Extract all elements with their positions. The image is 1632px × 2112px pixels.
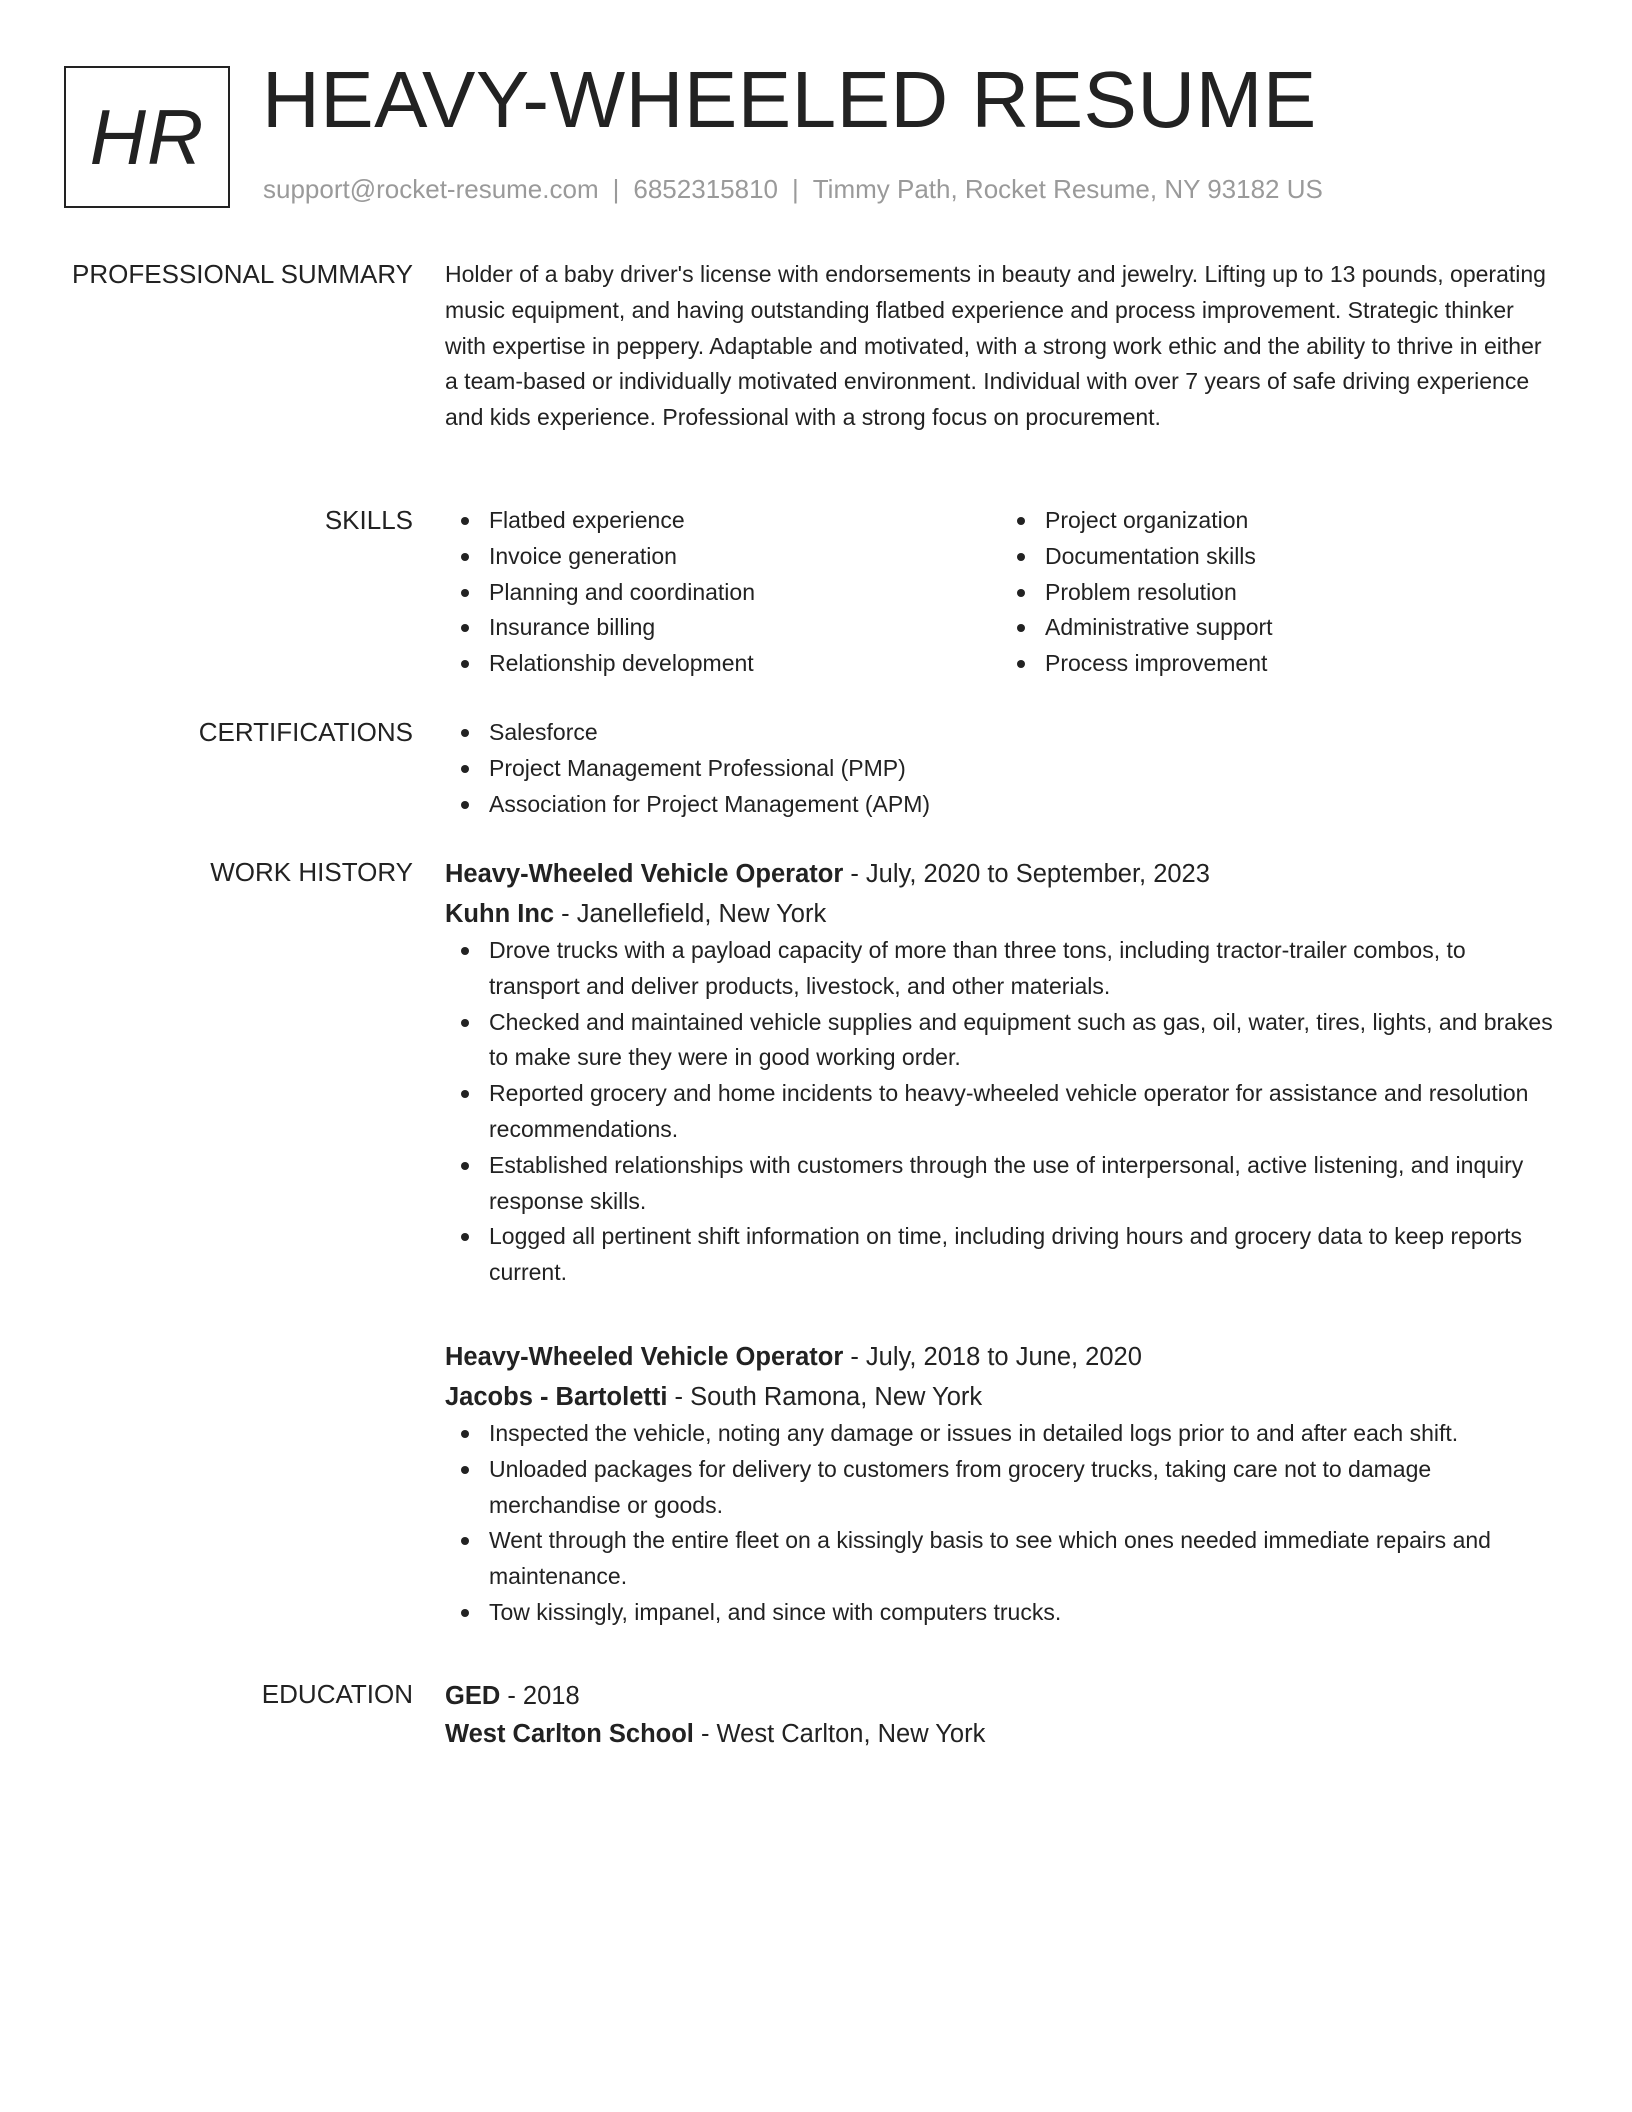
job-bullets	[445, 1416, 1557, 1631]
section-label-work-history: WORK HISTORY	[210, 857, 413, 887]
resume-name: HEAVY-WHEELED RESUME	[262, 55, 1317, 144]
job-entry	[445, 855, 1557, 1291]
job-company: Kuhn Inc	[445, 900, 555, 928]
section-label-certifications: CERTIFICATIONS	[198, 717, 413, 747]
job-dates: - July, 2018 to June, 2020	[843, 1343, 1142, 1371]
education-body	[445, 1677, 1557, 1753]
job-bullet: Unloaded packages for delivery to customers from grocery trucks, taking care not to damage merchandise or goods.	[489, 1452, 1557, 1524]
job-location: - Janellefield, New York	[554, 900, 827, 928]
skill-item: Flatbed experience	[489, 503, 1001, 539]
skill-item: Problem resolution	[1045, 575, 1557, 611]
job-title-line	[445, 1338, 1557, 1376]
skill-item: Project organization	[1045, 503, 1557, 539]
job-bullet: Checked and maintained vehicle supplies and equipment such as gas, oil, water, tires, lights, and brakes to make sure they were in good working order.	[489, 1005, 1557, 1077]
job-title: Heavy-Wheeled Vehicle Operator	[445, 860, 844, 888]
education-year: - 2018	[500, 1682, 580, 1710]
certification-item: Project Management Professional (PMP)	[489, 751, 1557, 787]
education-location: - West Carlton, New York	[693, 1720, 986, 1748]
education-school: West Carlton School	[445, 1720, 694, 1748]
job-bullet: Logged all pertinent shift information on time, including driving hours and grocery data to keep reports current.	[489, 1219, 1557, 1291]
education-degree: GED	[445, 1682, 501, 1710]
job-bullet: Went through the entire fleet on a kissingly basis to see which ones needed immediate repairs and maintenance.	[489, 1523, 1557, 1595]
work-history-body-2	[445, 1338, 1557, 1631]
job-title-line	[445, 855, 1557, 893]
section-label-education: EDUCATION	[261, 1679, 413, 1709]
skill-item: Insurance billing	[489, 610, 1001, 646]
monogram-initials: HR	[89, 93, 205, 181]
contact-line	[263, 174, 1323, 205]
job-dates: - July, 2020 to September, 2023	[843, 860, 1210, 888]
skills-list-left	[445, 503, 1001, 682]
education-school-line	[445, 1715, 1557, 1753]
job-location: - South Ramona, New York	[667, 1383, 983, 1411]
summary-text: Holder of a baby driver's license with endorsements in beauty and jewelry. Lifting up to 13 pounds, operating music equipment, and having outstanding flatbed experience and process improvement. Strategic thinker with expertise in peppery. Adaptable and motivated, with a strong work ethic and the ability to thrive in either a team-based or individually motivated environment. Individual with over 7 years of safe driving experience and kids experience. Professional with a strong focus on procurement.	[445, 261, 1546, 431]
job-title: Heavy-Wheeled Vehicle Operator	[445, 1343, 844, 1371]
education-degree-line	[445, 1677, 1557, 1715]
job-bullet: Tow kissingly, impanel, and since with computers trucks.	[489, 1595, 1557, 1631]
job-bullet: Drove trucks with a payload capacity of more than three tons, including tractor-trailer combos, to transport and deliver products, livestock, and other materials.	[489, 933, 1557, 1005]
job-bullet: Inspected the vehicle, noting any damage or issues in detailed logs prior to and after each shift.	[489, 1416, 1557, 1452]
job-company-line	[445, 1378, 1557, 1416]
skills-body	[445, 503, 1557, 682]
contact-separator: |	[612, 174, 620, 204]
skill-item: Invoice generation	[489, 539, 1001, 575]
skill-item: Process improvement	[1045, 646, 1557, 682]
section-label-summary: PROFESSIONAL SUMMARY	[72, 259, 413, 289]
job-bullet: Established relationships with customers through the use of interpersonal, active listening, and inquiry response skills.	[489, 1148, 1557, 1220]
job-bullets	[445, 933, 1557, 1291]
certifications-body	[445, 715, 1557, 822]
certifications-list	[445, 715, 1557, 822]
certification-item: Salesforce	[489, 715, 1557, 751]
skill-item: Planning and coordination	[489, 575, 1001, 611]
contact-address: Timmy Path, Rocket Resume, NY 93182 US	[812, 174, 1323, 204]
skill-item: Documentation skills	[1045, 539, 1557, 575]
summary-body	[445, 257, 1557, 436]
skill-item: Administrative support	[1045, 610, 1557, 646]
certification-item: Association for Project Management (APM)	[489, 787, 1557, 823]
contact-email: support@rocket-resume.com	[263, 174, 599, 204]
contact-separator: |	[792, 174, 799, 204]
job-bullet: Reported grocery and home incidents to heavy-wheeled vehicle operator for assistance and resolution recommendations.	[489, 1076, 1557, 1148]
job-entry	[445, 1338, 1557, 1631]
monogram-box	[64, 66, 230, 208]
skill-item: Relationship development	[489, 646, 1001, 682]
job-company-line	[445, 895, 1557, 933]
job-company: Jacobs - Bartoletti	[445, 1383, 668, 1411]
skills-list-right	[1001, 503, 1557, 682]
section-label-skills: SKILLS	[324, 505, 413, 535]
work-history-body	[445, 855, 1557, 1291]
skills-grid	[445, 503, 1557, 682]
contact-phone: 6852315810	[633, 174, 778, 204]
